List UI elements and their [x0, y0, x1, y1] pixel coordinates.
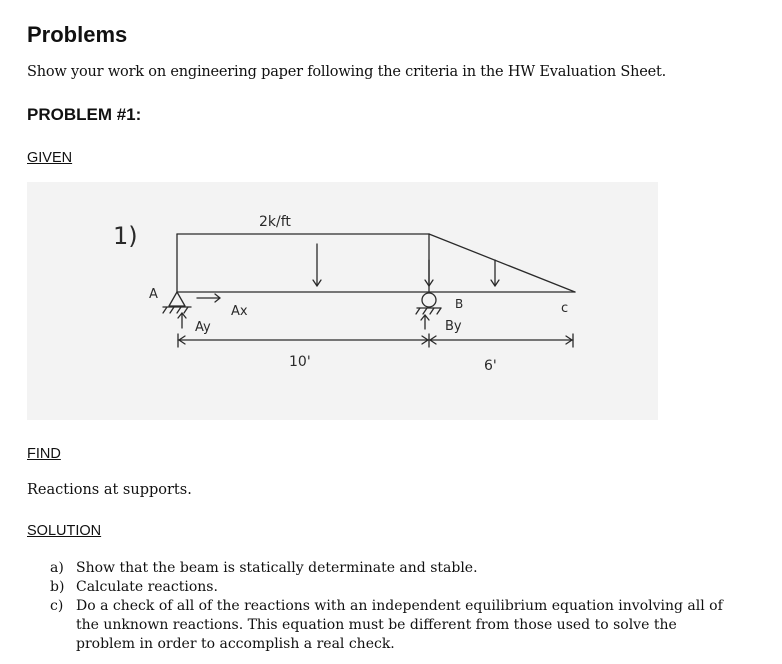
- reaction-by-label: By: [445, 319, 462, 334]
- triangular-load-slope: [429, 234, 575, 292]
- solution-item-a: [50, 559, 740, 578]
- point-a-label: A: [149, 287, 158, 302]
- span-ab-label: 10': [289, 354, 311, 370]
- given-heading: GIVEN: [27, 150, 73, 166]
- beam-diagram: [27, 182, 658, 420]
- solution-item-text: Do a check of all of the reactions with an independent equilibrium equation involving all of the unknown reactions. This equation must be different from those used to solve the problem in order to accomplish a real check.: [76, 598, 723, 652]
- load-intensity-label: 2k/ft: [259, 214, 291, 230]
- roller-support-b: [422, 293, 436, 307]
- point-c-label: c: [561, 301, 569, 316]
- pin-support-a: [169, 292, 185, 306]
- problem-number-label: 1): [113, 222, 138, 250]
- solution-item-marker: b): [50, 579, 65, 595]
- solution-item-marker: a): [50, 560, 64, 576]
- find-text: Reactions at supports.: [27, 482, 192, 498]
- solution-item-text: Show that the beam is statically determinate and stable.: [76, 560, 478, 576]
- solution-item-marker: c): [50, 598, 64, 614]
- solution-heading: SOLUTION: [27, 523, 102, 539]
- span-bc-label: 6': [484, 358, 497, 374]
- solution-item-b: [50, 578, 740, 597]
- problem-heading: PROBLEM #1:: [27, 105, 142, 124]
- reaction-ax-label: Ax: [231, 304, 248, 319]
- solution-item-text: Calculate reactions.: [76, 579, 218, 595]
- intro-text: Show your work on engineering paper following the criteria in the HW Evaluation Sheet.: [27, 64, 667, 80]
- beam-sketch: [27, 182, 658, 420]
- reaction-ay-label: Ay: [195, 320, 211, 335]
- find-heading: FIND: [27, 446, 61, 462]
- solution-item-c: [50, 597, 740, 654]
- page-title: Problems: [27, 22, 128, 47]
- point-b-label: B: [455, 297, 464, 311]
- solution-list: [50, 559, 740, 654]
